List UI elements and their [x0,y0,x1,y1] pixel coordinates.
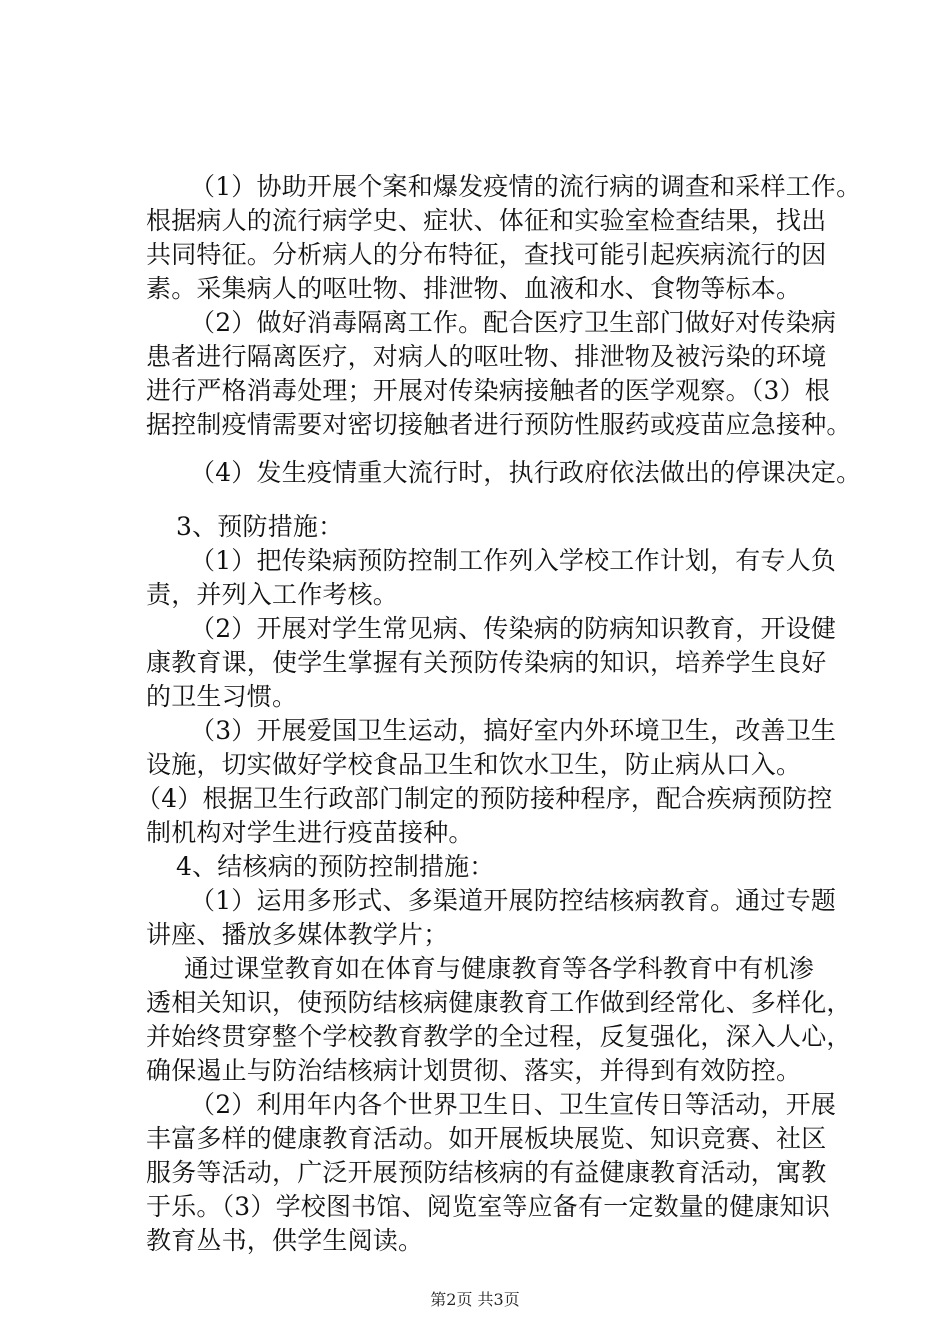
text-line: 于乐。（3）学校图书馆、阅览室等应备有一定数量的健康知识 [146,1192,831,1221]
text-line: （1）把传染病预防控制工作列入学校工作计划，有专人负 [190,546,837,575]
section-heading: 4、结核病的预防控制措施： [176,852,495,881]
text-line: 进行严格消毒处理；开展对传染病接触者的医学观察。（3）根 [146,376,831,405]
text-line: 制机构对学生进行疫苗接种。 [146,818,474,847]
text-line: 透相关知识，使预防结核病健康教育工作做到经常化、多样化， [146,988,852,1017]
text-line: 设施，切实做好学校食品卫生和饮水卫生，防止病从口入。 [146,750,802,779]
text-line: 据控制疫情需要对密切接触者进行预防性服药或疫苗应急接种。 [146,410,852,439]
text-line: （1）运用多形式、多渠道开展防控结核病教育。通过专题 [190,886,837,915]
text-line: 通过课堂教育如在体育与健康教育等各学科教育中有机渗 [184,954,815,983]
text-line: （3）开展爱国卫生运动，搞好室内外环境卫生，改善卫生 [190,716,837,745]
text-line: （2）做好消毒隔离工作。配合医疗卫生部门做好对传染病 [190,308,837,337]
page-number-footer: 第2页 共3页 [430,1290,520,1309]
text-line: 丰富多样的健康教育活动。如开展板块展览、知识竞赛、社区 [146,1124,827,1153]
text-line: 的卫生习惯。 [146,682,298,711]
text-line: 根据病人的流行病学史、症状、体征和实验室检查结果，找出 [146,206,827,235]
text-line: 康教育课，使学生掌握有关预防传染病的知识，培养学生良好 [146,648,827,677]
text-line: 患者进行隔离医疗，对病人的呕吐物、排泄物及被污染的环境 [146,342,827,371]
text-line: （2）开展对学生常见病、传染病的防病知识教育，开设健 [190,614,837,643]
text-line: （4）根据卫生行政部门制定的预防接种程序，配合疾病预防控 [136,784,833,813]
text-line: （4）发生疫情重大流行时，执行政府依法做出的停课决定。 [190,458,862,487]
text-line: 服务等活动，广泛开展预防结核病的有益健康教育活动，寓教 [146,1158,827,1187]
text-line: （2）利用年内各个世界卫生日、卫生宣传日等活动，开展 [190,1090,837,1119]
text-line: 素。采集病人的呕吐物、排泄物、血液和水、食物等标本。 [146,274,802,303]
text-line: 教育丛书，供学生阅读。 [146,1226,424,1255]
text-line: 共同特征。分析病人的分布特征，查找可能引起疾病流行的因 [146,240,827,269]
section-heading: 3、预防措施： [176,512,344,541]
text-line: 讲座、播放多媒体教学片； [146,920,449,949]
text-line: 责，并列入工作考核。 [146,580,399,609]
text-line: 确保遏止与防治结核病计划贯彻、落实，并得到有效防控。 [146,1056,802,1085]
text-line: 并始终贯穿整个学校教育教学的全过程，反复强化，深入人心， [146,1022,852,1051]
text-line: （1）协助开展个案和爆发疫情的流行病的调查和采样工作。 [190,172,862,201]
